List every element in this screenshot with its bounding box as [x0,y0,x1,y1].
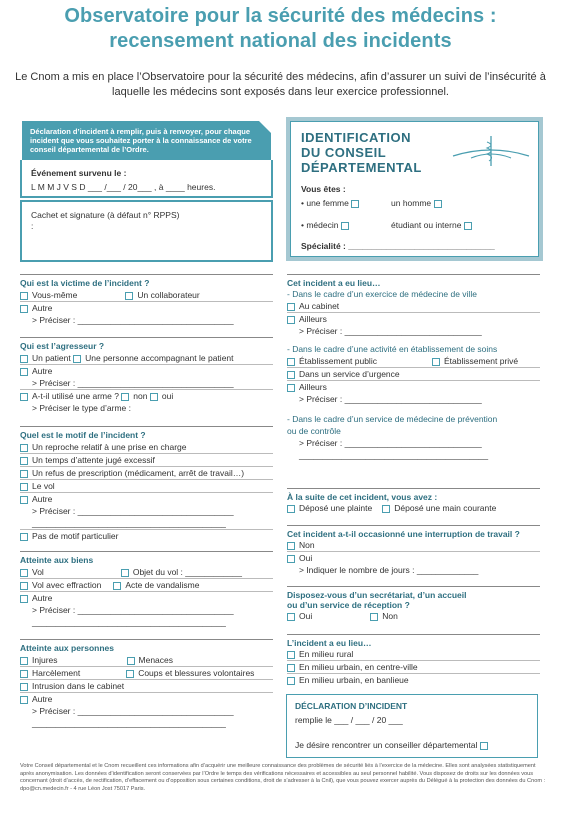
checkbox-injures[interactable] [20,657,28,665]
checkbox-femme[interactable] [351,200,359,208]
section-biens: Atteinte aux biens Vol Objet du vol : ____________ Vol avec effraction Acte de vandalisme Autre > Préciser : _________________________________ _________________________________________ [20,551,273,628]
section-interruption: Cet incident a-t-il occasionné une interruption de travail ? Non Oui > Indiquer le nombre de jours : _____________ [287,525,540,576]
motif-preciser-line2[interactable]: _________________________________________ [32,518,226,528]
specialite-field[interactable]: Spécialité : _______________________________ [301,241,495,251]
section-accueil: Disposez-vous d’un secrétariat, d’un accueil ou d’un service de réception ? Oui Non [287,586,540,622]
checkbox-biens-autre[interactable] [20,595,28,603]
checkbox-interruption-non[interactable] [287,542,295,550]
checkbox-vol-motif[interactable] [20,483,28,491]
checkbox-vandalisme[interactable] [113,582,121,590]
checkbox-rural[interactable] [287,651,295,659]
checkbox-ailleurs-etab[interactable] [287,384,295,392]
checkbox-prive[interactable] [432,358,440,366]
checkbox-motif-autre[interactable] [20,496,28,504]
checkbox-harcelement[interactable] [20,670,28,678]
checkbox-reproche[interactable] [20,444,28,452]
page-title: Observatoire pour la sécurité des médecins : recensement national des incidents [64,5,497,52]
biens-preciser-field[interactable]: > Préciser : _________________________________ [32,605,234,615]
checkbox-patient[interactable] [20,355,28,363]
section-motif: Quel est le motif de l’incident ? Un reproche relatif à une prise en charge Un temps d’attente jugé excessif Un refus de prescription (médicament, arrêt de travail…) Le vol Autre > Préciser : _________________________________ _________________________________________ Pas de motif particulier [20,426,273,542]
checkbox-etudiant[interactable] [464,222,472,230]
event-date-field[interactable]: L M M J V S D ___ /___ / 20___ , à ____ heures. [31,182,216,192]
lieu-prevention-preciser-field[interactable]: > Préciser : _____________________________ [299,438,482,448]
checkbox-attente[interactable] [20,457,28,465]
event-date-box: Événement survenu le : L M M J V S D ___ /___ / 20___ , à ____ heures. [20,160,273,198]
checkbox-public[interactable] [287,358,295,366]
intro-text: Le Cnom a mis en place l’Observatoire pour la sécurité des médecins, afin d’assurer un suivi de l’insécurité à laquelle les médecins sont exposés dans leur exercice professionnel. [15,71,546,98]
checkbox-refus[interactable] [20,470,28,478]
section-agresseur: Qui est l’agresseur ? Un patient Une personne accompagnant le patient Autre > Préciser : _________________________________ A-t-il utilisé une arme ? non oui > Préciser le type d’arme : [20,337,273,414]
lieu-etab-preciser-field[interactable]: > Préciser : _____________________________ [299,394,482,404]
checkbox-homme[interactable] [434,200,442,208]
section-milieu: L’incident a eu lieu… En milieu rural En milieu urbain, en centre-ville En milieu urbain, en banlieue [287,634,540,686]
checkbox-agresseur-autre[interactable] [20,368,28,376]
checkbox-intrusion[interactable] [20,683,28,691]
declaration-date-box: DÉCLARATION D’INCIDENT remplie le ___ / ___ / 20 ___ Je désire rencontrer un conseiller départemental [286,694,538,758]
checkbox-accompagnant[interactable] [73,355,81,363]
checkbox-arme-oui[interactable] [150,393,158,401]
checkbox-interruption-oui[interactable] [287,555,295,563]
checkbox-effraction[interactable] [20,582,28,590]
checkbox-centre-ville[interactable] [287,664,295,672]
checkbox-pas-de-motif[interactable] [20,533,28,541]
checkbox-collaborateur[interactable] [125,292,133,300]
checkbox-banlieue[interactable] [287,677,295,685]
lieu-ville-preciser-field[interactable]: > Préciser : _____________________________ [299,326,482,336]
motif-preciser-field[interactable]: > Préciser : _________________________________ [32,506,234,516]
agresseur-preciser-field[interactable]: > Préciser : _________________________________ [32,378,234,388]
checkbox-vous-meme[interactable] [20,292,28,300]
checkbox-victime-autre[interactable] [20,305,28,313]
checkbox-main-courante[interactable] [382,505,390,513]
personnes-preciser-field[interactable]: > Préciser : _________________________________ [32,706,234,716]
declaration-header: Déclaration d’incident à remplir, puis à renvoyer, pour chaque incident que vous souhaitez porter à la connaissance de votre conseil départemental de l’Ordre. [22,121,271,160]
personnes-preciser-line2[interactable]: _________________________________________ [32,718,226,728]
section-personnes: Atteinte aux personnes Injures Menaces Harcèlement Coups et blessures volontaires Intrusion dans le cabinet Autre > Préciser : _________________________________ _________________________________________ [20,639,273,729]
biens-preciser-line2[interactable]: _________________________________________ [32,617,226,627]
type-arme-field[interactable]: > Préciser le type d’arme : [32,403,131,413]
checkbox-urgence[interactable] [287,371,295,379]
declaration-date-field[interactable]: remplie le ___ / ___ / 20 ___ [295,715,403,725]
checkbox-rencontrer-conseiller[interactable] [480,742,488,750]
checkbox-personnes-autre[interactable] [20,696,28,704]
victime-preciser-field[interactable]: > Préciser : _________________________________ [32,315,234,325]
checkbox-cabinet[interactable] [287,303,295,311]
checkbox-arme-non[interactable] [121,393,129,401]
checkbox-objet-vol[interactable] [121,569,129,577]
section-lieu: Cet incident a eu lieu… - Dans le cadre d’un exercice de médecine de ville Au cabinet Ailleurs > Préciser : _____________________________ - Dans le cadre d’une activité en établissement de soins Établissement public Établissement privé Dans un service d’urgence Ailleurs > Préciser : _____________________________ - Dans le cadre d’un service de médecine de prévention ou de contrôle > Préciser : _____________________________ ________________________________________ [287,274,540,461]
checkbox-ailleurs-ville[interactable] [287,316,295,324]
checkbox-plainte[interactable] [287,505,295,513]
nombre-jours-field[interactable]: > Indiquer le nombre de jours : _____________ [299,565,479,575]
checkbox-accueil-non[interactable] [370,613,378,621]
checkbox-vol[interactable] [20,569,28,577]
checkbox-arme[interactable] [20,393,28,401]
checkbox-menaces[interactable] [127,657,135,665]
checkbox-coups[interactable] [126,670,134,678]
section-victime: Qui est la victime de l’incident ? Vous-même Un collaborateur Autre > Préciser : _________________________________ [20,274,273,326]
checkbox-accueil-oui[interactable] [287,613,295,621]
identification-box: IDENTIFICATION DU CONSEIL DÉPARTEMENTAL Vous êtes : • une femme un homme • médecin étudiant ou interne Spécialité : _______________________________ [286,117,543,261]
caduceus-logo-icon [451,134,531,166]
checkbox-medecin[interactable] [341,222,349,230]
footer-legal-text: Votre Conseil départemental et le Cnom recueillent ces informations afin d’acquérir une meilleure connaissance des problèmes de sécurité liés à l’exercice de la médecine. Elles sont analysées statistiquement après anonymisation. Les données d’identification seront conservées par l’Ordre le temps des vérifications nécessaires et accessibles au seul personnel habilité. Vous disposez de droits sur les données vous concernant (droit d’accès, de rectification, d’effacement ou d’opposition sous certaines conditions, droit de s’adresser à la Cnil), que vous pouvez exercer auprès du Délégué à la protection des données du Cnom : dpo@cn.medecin.fr - 4 rue Léon Jost 75017 Paris. [20,763,546,792]
section-suite: À la suite de cet incident, vous avez : Déposé une plainte Déposé une main courante [287,488,540,514]
stamp-box[interactable]: Cachet et signature (à défaut n° RPPS) : [20,200,273,262]
lieu-prevention-line2[interactable]: ________________________________________ [299,450,489,460]
corner-fold [259,121,271,133]
